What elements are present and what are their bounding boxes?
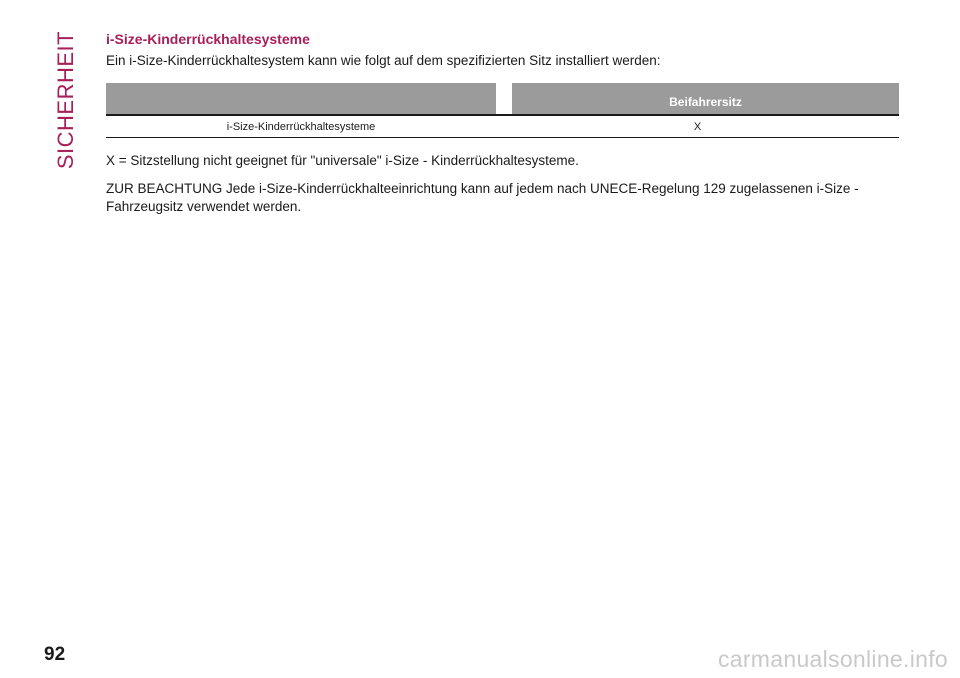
table-header-passenger-seat: Beifahrersitz <box>512 83 899 114</box>
page-number: 92 <box>44 644 66 665</box>
section-side-tab <box>46 30 86 170</box>
table-cell-passenger-seat-value: X <box>693 120 702 133</box>
section-title: i-Size-Kinderrückhaltesysteme <box>106 31 310 47</box>
table-header-cell <box>106 83 496 114</box>
table-header-row <box>106 83 899 114</box>
section-intro: Ein i-Size-Kinderrückhaltesystem kann wie folgt auf dem spezifizierten Sitz installiert werden: <box>106 53 661 68</box>
table-row <box>106 114 899 138</box>
seat-installation-table <box>106 83 899 138</box>
table-legend: X = Sitzstellung nicht geeignet für "universale" i-Size - Kinderrückhaltesysteme. <box>106 153 579 168</box>
table-cell-system: i-Size-Kinderrückhaltesysteme <box>226 120 376 133</box>
site-watermark: carmanualsonline.info <box>717 646 948 672</box>
page-content <box>106 31 900 214</box>
table-header-gap <box>496 83 512 114</box>
note-paragraph: ZUR BEACHTUNG Jede i-Size-Kinderrückhalteeinrichtung kann auf jedem nach UNECE-Regelung 129 zugelassenen i-Size - Fahrzeugsitz verwendet werden. <box>106 181 859 214</box>
section-side-tab-label: SICHERHEIT <box>53 30 78 170</box>
